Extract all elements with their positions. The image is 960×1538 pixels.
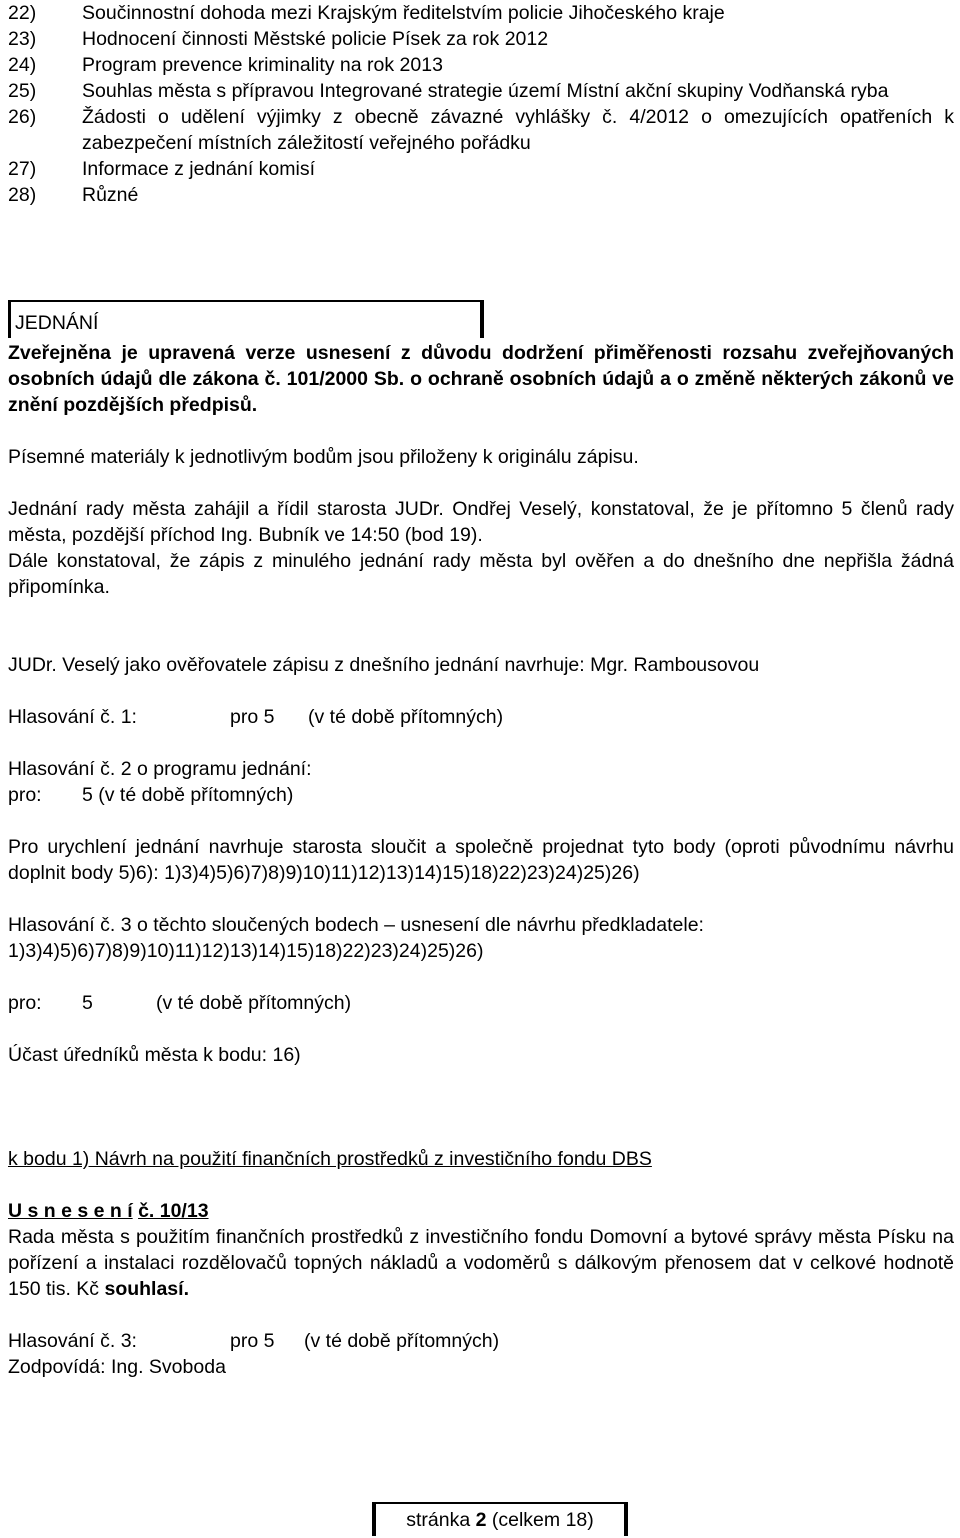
agenda-item: 25) Souhlas města s přípravou Integrované strategie území Místní akční skupiny Vodňanská ryba — [8, 80, 889, 102]
jednani-heading-box — [8, 300, 484, 338]
materials-note: Písemné materiály k jednotlivým bodům jsou přiloženy k originálu zápisu. — [8, 446, 639, 468]
jednani-heading: JEDNÁNÍ — [15, 312, 99, 334]
page-footer: stránka 2 (celkem 18) — [372, 1502, 628, 1536]
agenda-item: 24) Program prevence kriminality na rok 2013 — [8, 54, 443, 76]
document-page — [8, 0, 954, 1380]
vote-2-label: Hlasování č. 2 o programu jednání: — [8, 758, 312, 780]
responsible-person: Zodpovídá: Ing. Svoboda — [8, 1356, 226, 1378]
agenda-item: 23) Hodnocení činnosti Městské policie Písek za rok 2012 — [8, 28, 549, 50]
agenda-item: 26) Žádosti o udělení výjimky z obecně závazné vyhlášky č. 4/2012 o omezujících opatřeních k zabezpečení místních záležitostí veřejného pořádku — [8, 106, 954, 154]
speedup-paragraph: Pro urychlení jednání navrhuje starosta sloučit a společně projednat tyto body (oproti původnímu návrhu doplnit body 5)6): 1)3)4)5)6)7)8)9)10)11)12)13)14)15)18)22)23)24)25)26) — [8, 836, 954, 884]
resolution-heading: U s n e s e n í č. 10/13 — [8, 1200, 209, 1222]
vote-2-result: pro: 5 (v té době přítomných) — [8, 784, 294, 806]
agenda-item: 28) Různé — [8, 184, 139, 206]
opening-paragraph-2: Dále konstatoval, že zápis z minulého jednání rady města byl ověřen a do dnešního dne nepřišla žádná připomínka. — [8, 550, 954, 598]
item-1-heading: k bodu 1) Návrh na použití finančních prostředků z investičního fondu DBS — [8, 1148, 652, 1170]
agenda-item: 27) Informace z jednání komisí — [8, 158, 316, 180]
resolution-text: Rada města s použitím finančních prostředků z investičního fondu Domovní a bytové správy města Písku na pořízení a instalaci rozdělovačů topných nákladů a vodoměrů s dálkovým přenosem dat v celkové hodnotě 150 tis. Kč souhlasí. — [8, 1226, 954, 1300]
agenda-item: 22) Součinnostní dohoda mezi Krajským ředitelstvím policie Jihočeského kraje — [8, 2, 725, 24]
vote-1: Hlasování č. 1: pro 5 (v té době přítomných) — [8, 706, 504, 728]
opening-paragraph-1: Jednání rady města zahájil a řídil starosta JUDr. Ondřej Veselý, konstatoval, že je přítomno 5 členů rady města, pozdější příchod Ing. Bubník ve 14:50 (bod 19). — [8, 498, 954, 546]
publication-notice: Zveřejněna je upravená verze usnesení z důvodu dodržení přiměřenosti rozsahu zveřejňovaných osobních údajů dle zákona č. 101/2000 Sb. o ochraně osobních údajů a o změně některých zákonů ve znění pozdějších předpisů. — [8, 342, 954, 416]
officials-note: Účast úředníků města k bodu: 16) — [8, 1044, 301, 1066]
verifier-line: JUDr. Veselý jako ověřovatele zápisu z dnešního jednání navrhuje: Mgr. Rambousovou — [8, 654, 760, 676]
vote-3-text: Hlasování č. 3 o těchto sloučených bodech – usnesení dle návrhu předkladatele: 1)3)4)5)6)7)8)9)10)11)12)13)14)15)18)22)23)24)25)26) — [8, 914, 704, 962]
agenda-list — [8, 0, 954, 208]
vote-3-result: pro: 5 (v té době přítomných) — [8, 992, 352, 1014]
item-1-vote: Hlasování č. 3: pro 5 (v té době přítomných) — [8, 1330, 500, 1352]
